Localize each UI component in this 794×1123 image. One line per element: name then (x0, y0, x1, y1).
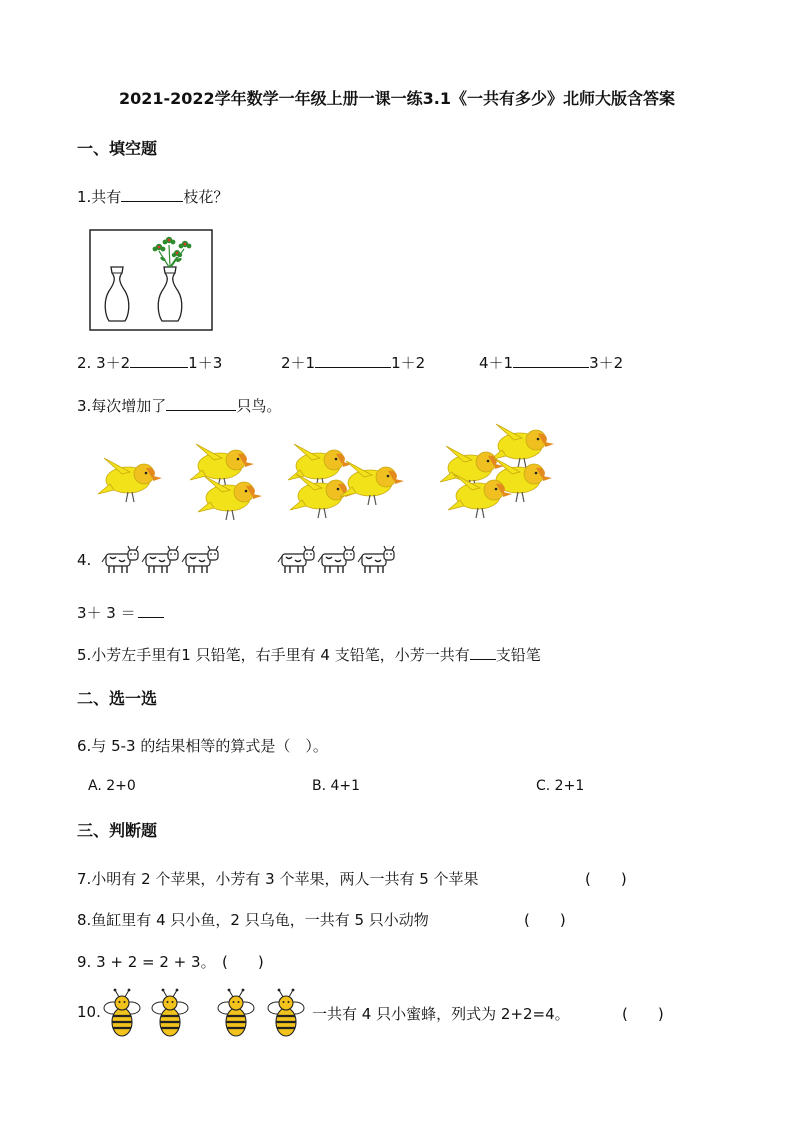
bee-icon (152, 989, 188, 1036)
cows-picture (98, 544, 408, 576)
cow-icon (142, 546, 178, 573)
cow-icon (182, 546, 218, 573)
q2-b-blank[interactable] (315, 353, 391, 368)
bird-icon (288, 444, 352, 488)
q3-suffix: 只鸟。 (236, 397, 282, 415)
q5-prefix: 5.小芳左手里有1 只铅笔，右手里有 4 支铅笔，小芳一共有 (77, 646, 470, 664)
q2-a-left: 2. 3＋2 (77, 354, 131, 372)
question-7: 7.小明有 2 个苹果，小芳有 3 个苹果，两人一共有 5 个苹果 (77, 870, 479, 888)
option-c[interactable]: C. 2+1 (536, 778, 585, 794)
section-multiple-choice: 二、选一选 (77, 689, 158, 708)
question-4-expression (77, 602, 164, 623)
question-4-number: 4. (77, 551, 92, 569)
q1-blank[interactable] (121, 187, 183, 202)
q8-answer-paren[interactable]: ( ) (524, 911, 566, 929)
bird-icon (98, 458, 162, 502)
q4-blank[interactable] (138, 603, 164, 618)
option-b[interactable]: B. 4+1 (312, 778, 361, 794)
q1-suffix: 枝花？ (183, 188, 229, 206)
cow-icon (278, 546, 314, 573)
bees-picture (98, 988, 312, 1036)
q2-c-blank[interactable] (513, 353, 589, 368)
question-6: 6.与 5-3 的结果相等的算式是（ ）。 (77, 737, 328, 755)
bird-icon (340, 461, 404, 505)
vase-picture (89, 229, 213, 331)
question-1 (77, 186, 228, 207)
q10-answer-paren[interactable]: ( ) (622, 1005, 664, 1023)
q9-answer-paren[interactable]: ( ) (222, 953, 264, 971)
q7-answer-paren[interactable]: ( ) (585, 870, 627, 888)
question-5 (77, 644, 541, 665)
bird-icon (190, 444, 254, 488)
q3-blank[interactable] (166, 396, 236, 411)
q3-prefix: 3.每次增加了 (77, 397, 167, 415)
question-9: 9. 3 + 2 = 2 + 3。 (77, 953, 216, 971)
q5-blank[interactable] (470, 645, 496, 660)
question-10: 一共有 4 只小蜜蜂，列式为 2+2=4。 (312, 1005, 570, 1023)
q5-suffix: 支铅笔 (495, 646, 541, 664)
question-8: 8.鱼缸里有 4 只小鱼，2 只乌龟，一共有 5 只小动物 (77, 911, 429, 929)
q2-b-left: 2＋1 (281, 354, 316, 372)
question-10-number: 10. (77, 1003, 101, 1021)
q2-c-right: 3＋2 (589, 354, 624, 372)
option-a[interactable]: A. 2+0 (88, 778, 136, 794)
birds-picture (90, 428, 560, 528)
question-2 (77, 352, 222, 373)
q2-b-right: 1＋2 (391, 354, 426, 372)
cow-icon (358, 546, 394, 573)
bird-icon (198, 476, 262, 520)
q1-prefix: 1.共有 (77, 188, 122, 206)
question-2c (479, 352, 623, 373)
cow-icon (318, 546, 354, 573)
q4-expression-text: 3＋ 3 ＝ (77, 604, 136, 622)
q2-c-left: 4＋1 (479, 354, 514, 372)
section-fill-in-blank: 一、填空题 (77, 139, 158, 158)
document-title: 2021-2022学年数学一年级上册一课一练3.1《一共有多少》北师大版含答案 (118, 89, 676, 108)
question-3 (77, 395, 281, 416)
bee-icon (104, 989, 140, 1036)
cow-icon (102, 546, 138, 573)
question-2b (281, 352, 425, 373)
q2-a-right: 1＋3 (188, 354, 223, 372)
q2-a-blank[interactable] (130, 353, 188, 368)
bee-icon (268, 989, 304, 1036)
bee-icon (218, 989, 254, 1036)
section-true-false: 三、判断题 (77, 821, 158, 840)
